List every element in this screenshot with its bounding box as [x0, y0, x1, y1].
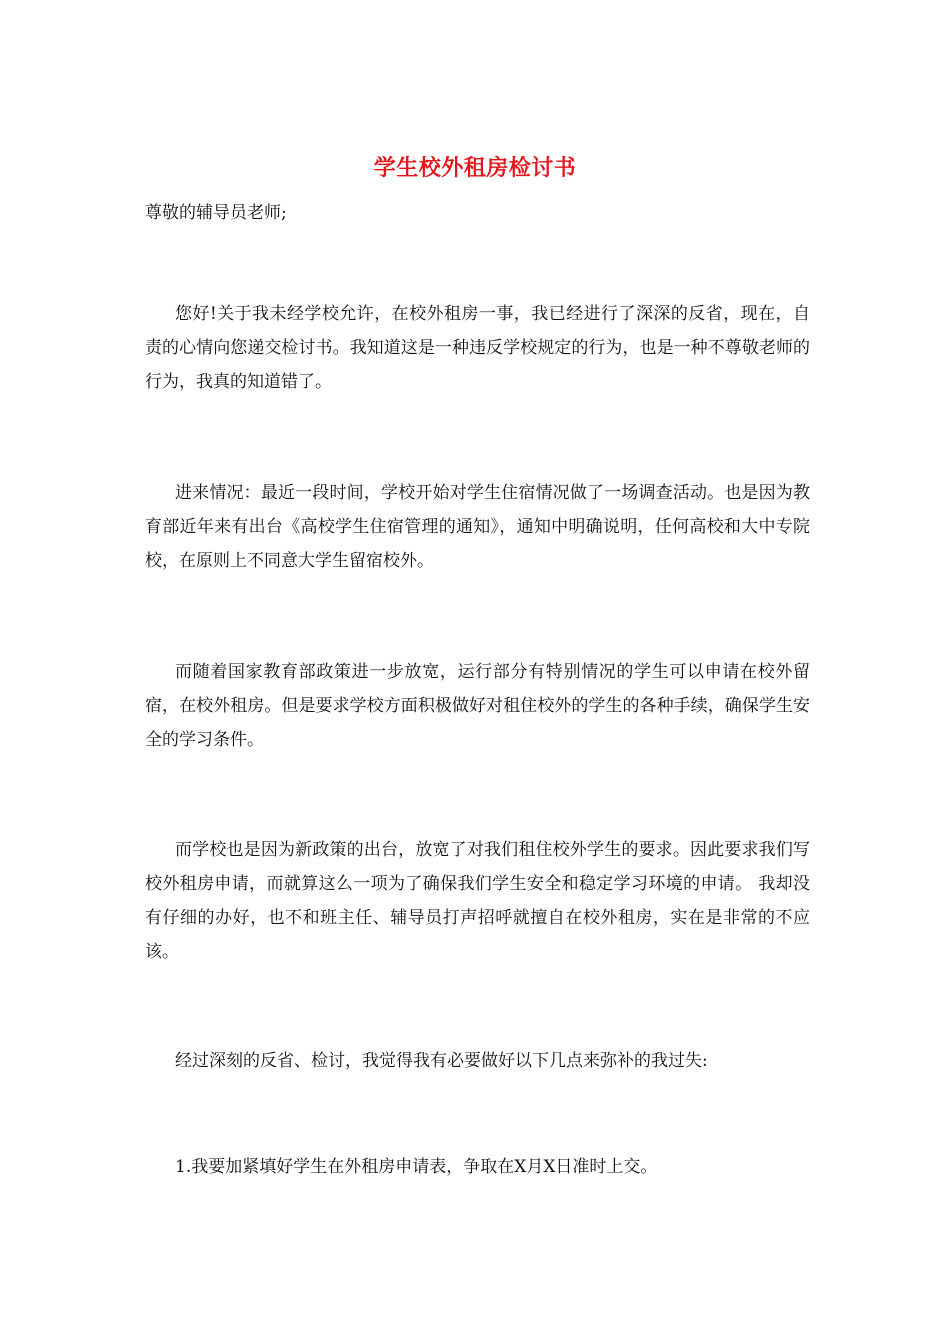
paragraph: 您好!关于我未经学校允许，在校外租房一事，我已经进行了深深的反省，现在，自责的心情向您递交检讨书。我知道这是一种违反学校规定的行为，也是一种不尊敬老师的行为，我真的知道错了。	[145, 304, 810, 392]
paragraph: 进来情况：最近一段时间，学校开始对学生住宿情况做了一场调查活动。也是因为教育部近年来有出台《高校学生住宿管理的通知》，通知中明确说明，任何高校和大中专院校，在原则上不同意大学生留宿校外。	[145, 483, 810, 571]
document-title: 学生校外租房检讨书	[373, 155, 577, 181]
paragraph: 经过深刻的反省、检讨，我觉得我有必要做好以下几点来弥补的我过失:	[175, 1051, 708, 1071]
paragraph: 而学校也是因为新政策的出台，放宽了对我们租住校外学生的要求。因此要求我们写校外租房申请，而就算这么一项为了确保我们学生安全和稳定学习环境的申请。 我却没有仔细的办好，也不和班主任、辅导员打声招呼就擅自在校外租房，实在是非常的不应该。	[145, 840, 810, 962]
salutation: 尊敬的辅导员老师;	[145, 203, 287, 223]
paragraph: 而随着国家教育部政策进一步放宽，运行部分有特别情况的学生可以申请在校外留宿，在校外租房。但是要求学校方面积极做好对租住校外的学生的各种手续，确保学生安全的学习条件。	[145, 662, 810, 750]
list-item: 1.我要加紧填好学生在外租房申请表，争取在X月X日准时上交。	[175, 1157, 658, 1177]
